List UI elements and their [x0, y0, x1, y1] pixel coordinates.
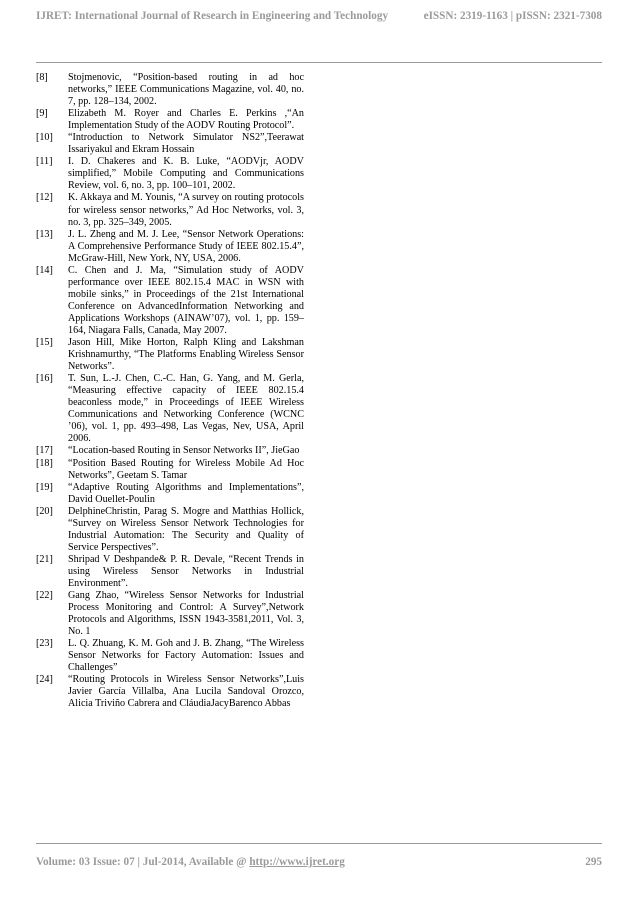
reference-item	[36, 229, 304, 265]
reference-text: C. Chen and J. Ma, “Simulation study of AODV performance over IEEE 802.15.4 MAC in WSN with mobile sinks,” in Proceedings of the 21st International Conference on AdvancedInformation Networking and Applications Workshops (AINAW’07), vol. 1, pp. 159–164, Niagara Falls, Canada, May 2007.	[68, 264, 304, 336]
reference-item	[36, 445, 304, 457]
reference-text: T. Sun, L.-J. Chen, C.-C. Han, G. Yang, and M. Gerla, “Measuring effective capacity of IEEE 802.15.4 beaconless mode,” in Proceedings of IEEE Wireless Communications and Networking Conference (WCNC ’06), vol. 1, pp. 493–498, Las Vegas, Nev, USA, April 2006.	[68, 373, 304, 445]
page-footer	[36, 856, 602, 868]
reference-number: [10]	[36, 132, 53, 144]
reference-text: “Adaptive Routing Algorithms and Implementations”, David Ouellet-Poulin	[68, 481, 304, 505]
reference-text: J. L. Zheng and M. J. Lee, “Sensor Network Operations: A Comprehensive Performance Study of IEEE 802.15.4”, McGraw-Hill, New York, NY, USA, 2006.	[68, 228, 304, 264]
reference-number: [17]	[36, 445, 53, 457]
reference-item	[36, 72, 304, 108]
reference-number: [20]	[36, 505, 53, 517]
reference-text: Stojmenovic, “Position-based routing in ad hoc networks,” IEEE Communications Magazine, vol. 40, no. 7, pp. 128–134, 2002.	[68, 72, 304, 108]
reference-item	[36, 108, 304, 132]
page-number: 295	[585, 856, 602, 868]
reference-text: “Position Based Routing for Wireless Mobile Ad Hoc Networks”, Geetam S. Tamar	[68, 457, 304, 481]
reference-number: [9]	[36, 108, 48, 120]
reference-item	[36, 156, 304, 192]
reference-item	[36, 192, 304, 228]
page-header	[36, 10, 602, 22]
reference-text: Shripad V Deshpande& P. R. Devale, “Recent Trends in using Wireless Sensor Networks in Industrial Environment”.	[68, 553, 304, 589]
reference-text: Gang Zhao, “Wireless Sensor Networks for Industrial Process Monitoring and Control: A Survey”,Network Protocols and Algorithms, ISSN 1943-3581,2011, Vol. 3, No. 1	[68, 590, 304, 638]
reference-number: [13]	[36, 228, 53, 240]
reference-item	[36, 458, 304, 482]
reference-text: Elizabeth M. Royer and Charles E. Perkins ,“An Implementation Study of the AODV Routing Protocol”.	[68, 108, 304, 132]
reference-item	[36, 482, 304, 506]
reference-number: [14]	[36, 264, 53, 276]
reference-item	[36, 590, 304, 638]
reference-number: [21]	[36, 553, 53, 565]
journal-url-link[interactable]: http://www.ijret.org	[249, 856, 345, 868]
reference-text: DelphineChristin, Parag S. Mogre and Matthias Hollick, “Survey on Wireless Sensor Network Technologies for Industrial Automation: The Security and Quality of Service Perspectives”.	[68, 505, 304, 553]
reference-item	[36, 132, 304, 156]
reference-item	[36, 373, 304, 445]
reference-list	[36, 72, 304, 710]
issn-info: eISSN: 2319-1163 | pISSN: 2321-7308	[423, 10, 602, 22]
reference-number: [15]	[36, 337, 53, 349]
reference-item	[36, 506, 304, 554]
reference-text: Jason Hill, Mike Horton, Ralph Kling and Lakshman Krishnamurthy, “The Platforms Enabling Wireless Sensor Networks”.	[68, 337, 304, 373]
reference-number: [23]	[36, 638, 53, 650]
reference-text: I. D. Chakeres and K. B. Luke, “AODVjr, AODV simplified,” Mobile Computing and Communications Review, vol. 6, no. 3, pp. 100–101, 2002.	[68, 156, 304, 192]
footer-divider	[36, 843, 602, 844]
reference-number: [11]	[36, 156, 53, 168]
header-divider	[36, 62, 602, 63]
reference-text: K. Akkaya and M. Younis, “A survey on routing protocols for wireless sensor networks,” Ad Hoc Networks, vol. 3, no. 3, pp. 325–349, 2005.	[68, 192, 304, 228]
footer-volume-info	[36, 856, 345, 868]
reference-item	[36, 674, 304, 710]
reference-number: [16]	[36, 373, 53, 385]
reference-item	[36, 554, 304, 590]
reference-item	[36, 265, 304, 337]
reference-number: [12]	[36, 192, 53, 204]
journal-title: IJRET: International Journal of Research in Engineering and Technology	[36, 10, 389, 22]
reference-item	[36, 638, 304, 674]
reference-number: [24]	[36, 674, 53, 686]
reference-number: [8]	[36, 72, 48, 83]
reference-text: “Routing Protocols in Wireless Sensor Networks”,Luis Javier García Villalba, Ana Lucila Sandoval Orozco, Alicia Triviño Cabrera and CláudiaJacyBarenco Abbas	[68, 674, 304, 710]
reference-text: “Location-based Routing in Sensor Networks II”, JieGao	[68, 445, 300, 457]
reference-number: [19]	[36, 481, 53, 493]
reference-number: [18]	[36, 457, 53, 469]
reference-item	[36, 337, 304, 373]
reference-number: [22]	[36, 590, 53, 602]
reference-text: “Introduction to Network Simulator NS2”,Teerawat Issariyakul and Ekram Hossain	[68, 132, 304, 156]
reference-text: L. Q. Zhuang, K. M. Goh and J. B. Zhang, “The Wireless Sensor Networks for Factory Automation: Issues and Challenges”	[68, 638, 304, 674]
footer-volume-text: Volume: 03 Issue: 07 | Jul-2014, Available @	[36, 856, 250, 868]
